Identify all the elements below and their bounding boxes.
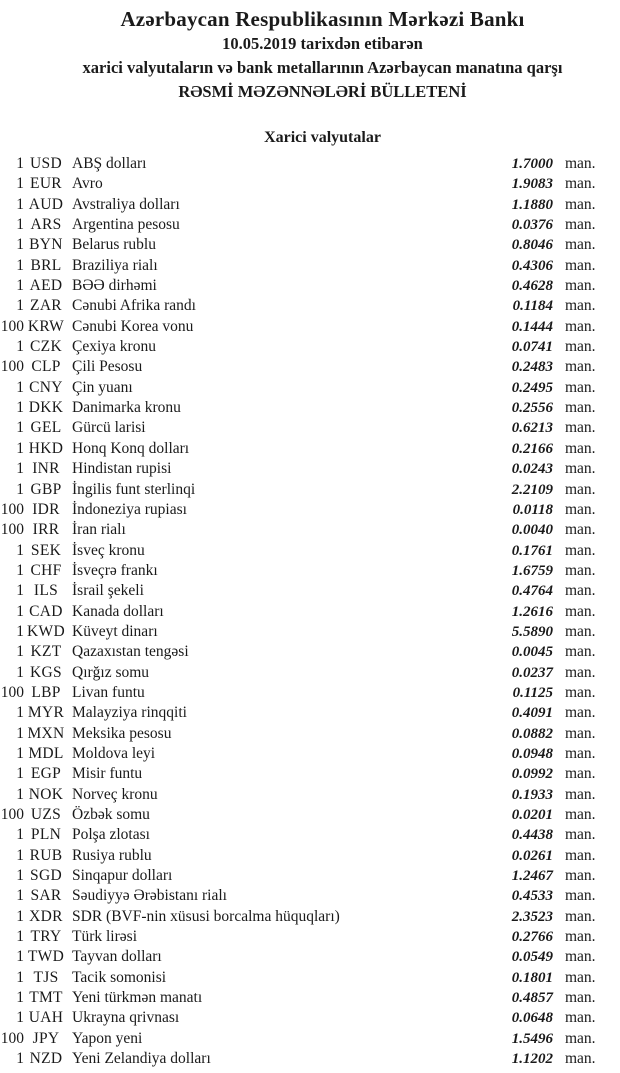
currency-rate: 1.7000 bbox=[511, 156, 553, 172]
currency-code: SAR bbox=[30, 887, 62, 905]
currency-unit: man. bbox=[565, 867, 596, 885]
currency-name: Honq Konq dolları bbox=[72, 439, 190, 457]
currency-unit: man. bbox=[565, 480, 596, 498]
currency-name: Belarus rublu bbox=[72, 236, 156, 254]
currency-rate: 0.0992 bbox=[511, 766, 553, 783]
currency-rate: 1.5496 bbox=[511, 1030, 553, 1047]
currency-rate: 0.1184 bbox=[512, 298, 553, 315]
currency-name: Tacik somonisi bbox=[72, 968, 167, 986]
currency-rate: 1.1880 bbox=[511, 196, 553, 213]
currency-row-brl bbox=[0, 256, 598, 276]
currency-row-idr bbox=[0, 500, 598, 520]
currency-row-cad bbox=[0, 602, 598, 622]
currency-code: NOK bbox=[28, 785, 64, 803]
currency-rate: 0.8046 bbox=[511, 237, 553, 254]
currency-unit: man. bbox=[565, 785, 596, 803]
currency-quantity: 100 bbox=[0, 521, 24, 539]
currency-unit: man. bbox=[565, 806, 596, 823]
currency-row-gbp bbox=[0, 480, 598, 500]
currency-unit: man. bbox=[565, 419, 596, 437]
currency-row-eur bbox=[0, 174, 598, 194]
currency-unit: man. bbox=[565, 338, 596, 356]
currency-row-czk bbox=[0, 337, 598, 357]
currency-code: ILS bbox=[33, 582, 59, 600]
currency-quantity: 100 bbox=[0, 806, 24, 823]
currency-quantity: 1 bbox=[16, 256, 24, 274]
currency-quantity: 100 bbox=[0, 683, 24, 701]
currency-unit: man. bbox=[565, 155, 596, 172]
currency-code: MXN bbox=[27, 724, 65, 742]
currency-rate: 0.0376 bbox=[511, 217, 553, 234]
currency-rate: 1.9083 bbox=[511, 176, 553, 193]
currency-unit: man. bbox=[565, 663, 596, 681]
currency-rate: 0.4306 bbox=[511, 257, 553, 274]
section-title-foreign-currencies: Xarici valyutalar bbox=[264, 129, 381, 146]
currency-name: Çili Pesosu bbox=[72, 358, 143, 376]
currency-name: İran rialı bbox=[72, 521, 126, 539]
currency-name: Braziliya rialı bbox=[72, 256, 158, 274]
currency-rate: 0.0648 bbox=[511, 1010, 553, 1027]
currency-name: İsrail şekeli bbox=[72, 582, 144, 600]
currency-name: Danimarka kronu bbox=[72, 399, 181, 417]
currency-name: Qazaxıstan tengəsi bbox=[72, 643, 189, 661]
currency-rate: 2.3523 bbox=[511, 908, 553, 925]
currency-quantity: 1 bbox=[16, 338, 24, 356]
currency-rate: 0.2495 bbox=[511, 379, 553, 396]
currency-unit: man. bbox=[565, 989, 596, 1007]
currency-name: Yeni türkmən manatı bbox=[72, 989, 203, 1007]
currency-name: Türk lirəsi bbox=[72, 928, 137, 946]
currency-row-mdl bbox=[0, 744, 598, 764]
currency-rate: 0.0549 bbox=[511, 949, 553, 966]
currency-unit: man. bbox=[565, 256, 596, 274]
currency-row-kzt bbox=[0, 642, 598, 662]
currency-name: SDR (BVF-nin xüsusi borcalma hüquqları) bbox=[72, 907, 340, 925]
currency-name: Moldova leyi bbox=[72, 744, 156, 762]
currency-name: Hindistan rupisi bbox=[72, 460, 172, 478]
currency-rate: 0.4628 bbox=[511, 278, 553, 295]
currency-code: AED bbox=[29, 277, 63, 295]
currency-quantity: 1 bbox=[16, 216, 24, 234]
currency-name: Meksika pesosu bbox=[72, 724, 172, 742]
currency-code: KZT bbox=[30, 643, 62, 661]
currency-rate: 0.0237 bbox=[511, 664, 553, 681]
currency-code: KGS bbox=[30, 663, 62, 681]
currency-name: Cənubi Korea vonu bbox=[72, 317, 194, 335]
currency-row-ils bbox=[0, 581, 598, 601]
currency-code: CLP bbox=[31, 358, 61, 376]
currency-unit: man. bbox=[565, 704, 596, 722]
currency-row-tmt bbox=[0, 988, 598, 1008]
currency-rate: 0.1125 bbox=[512, 684, 553, 701]
currency-row-sek bbox=[0, 541, 598, 561]
currency-rate: 0.0118 bbox=[512, 501, 553, 518]
currency-rate: 0.0045 bbox=[511, 644, 553, 661]
currency-row-krw bbox=[0, 317, 598, 337]
currency-name: İngilis funt sterlinqi bbox=[72, 480, 196, 498]
currency-rate: 0.4091 bbox=[511, 705, 553, 722]
currency-name: Çin yuanı bbox=[72, 378, 133, 396]
currency-quantity: 100 bbox=[0, 317, 24, 335]
currency-row-chf bbox=[0, 561, 598, 581]
currency-row-sgd bbox=[0, 866, 598, 886]
currency-row-mxn bbox=[0, 724, 598, 744]
currency-quantity: 1 bbox=[16, 378, 24, 396]
currency-unit: man. bbox=[565, 378, 596, 396]
currency-unit: man. bbox=[565, 826, 596, 844]
currency-quantity: 1 bbox=[16, 724, 24, 742]
currency-code: LBP bbox=[31, 683, 61, 701]
currency-quantity: 1 bbox=[16, 155, 24, 172]
currency-unit: man. bbox=[565, 1050, 596, 1068]
currency-rate: 0.1761 bbox=[511, 542, 553, 559]
currency-unit: man. bbox=[565, 1009, 596, 1027]
currency-row-kwd bbox=[0, 622, 598, 642]
currency-rate: 2.2109 bbox=[511, 481, 553, 498]
document-header bbox=[0, 0, 620, 104]
currency-quantity: 1 bbox=[16, 582, 24, 600]
currency-code: KRW bbox=[27, 317, 65, 335]
currency-row-uah bbox=[0, 1008, 598, 1028]
currency-rate: 0.0243 bbox=[511, 461, 553, 478]
currency-rate: 1.1202 bbox=[511, 1051, 553, 1068]
currency-name: ABŞ dolları bbox=[72, 155, 147, 172]
currency-row-hkd bbox=[0, 439, 598, 459]
currency-code: AUD bbox=[28, 195, 64, 213]
currency-name: Avstraliya dolları bbox=[72, 195, 180, 213]
currency-code: MYR bbox=[27, 704, 65, 722]
currency-code: XDR bbox=[29, 907, 63, 925]
currency-name: İndoneziya rupiası bbox=[72, 500, 187, 518]
currency-code: CHF bbox=[30, 561, 62, 579]
currency-quantity: 1 bbox=[16, 663, 24, 681]
currency-name: Norveç kronu bbox=[72, 785, 158, 803]
currency-rate: 0.4764 bbox=[511, 583, 553, 600]
currency-rate: 0.1444 bbox=[511, 318, 553, 335]
currency-code: TJS bbox=[33, 968, 59, 986]
currency-unit: man. bbox=[565, 643, 596, 661]
currency-code: NZD bbox=[29, 1050, 63, 1068]
currency-code: RUB bbox=[29, 846, 63, 864]
currency-rate: 0.0040 bbox=[511, 522, 553, 539]
currency-name: Gürcü larisi bbox=[72, 419, 146, 437]
currency-name: İsveç kronu bbox=[72, 541, 145, 559]
currency-row-nok bbox=[0, 785, 598, 805]
currency-code: TRY bbox=[30, 928, 62, 946]
currency-code: BYN bbox=[29, 236, 63, 254]
currency-name: Yeni Zelandiya dolları bbox=[72, 1050, 211, 1068]
currency-code: CAD bbox=[29, 602, 63, 620]
currency-unit: man. bbox=[565, 561, 596, 579]
currency-row-uzs bbox=[0, 805, 598, 825]
currency-code: SEK bbox=[30, 541, 62, 559]
currency-code: JPY bbox=[32, 1029, 60, 1047]
currency-quantity: 1 bbox=[16, 846, 24, 864]
currency-unit: man. bbox=[565, 399, 596, 417]
currency-quantity: 1 bbox=[16, 826, 24, 844]
currency-unit: man. bbox=[565, 907, 596, 925]
currency-row-nzd bbox=[0, 1049, 598, 1069]
currency-row-tjs bbox=[0, 968, 598, 988]
currency-row-try bbox=[0, 927, 598, 947]
currency-quantity: 1 bbox=[16, 907, 24, 925]
currency-quantity: 1 bbox=[16, 622, 24, 640]
currency-row-dkk bbox=[0, 398, 598, 418]
currency-code: SGD bbox=[30, 867, 62, 885]
currency-name: Rusiya rublu bbox=[72, 846, 152, 864]
currency-quantity: 1 bbox=[16, 399, 24, 417]
currency-quantity: 1 bbox=[16, 236, 24, 254]
currency-quantity: 1 bbox=[16, 175, 24, 193]
currency-rate: 0.2556 bbox=[511, 400, 553, 417]
currency-name: Yapon yeni bbox=[72, 1029, 143, 1047]
currency-code: ZAR bbox=[30, 297, 62, 315]
currency-rate: 0.1801 bbox=[511, 969, 553, 986]
currency-quantity: 1 bbox=[16, 1050, 24, 1068]
currency-unit: man. bbox=[565, 236, 596, 254]
currency-quantity: 1 bbox=[16, 195, 24, 213]
currency-unit: man. bbox=[565, 1029, 596, 1047]
currency-row-lbp bbox=[0, 683, 598, 703]
currency-row-kgs bbox=[0, 663, 598, 683]
bank-name-title: Azərbaycan Respublikasının Mərkəzi Bankı bbox=[120, 7, 525, 31]
currency-row-rub bbox=[0, 846, 598, 866]
currency-code: INR bbox=[32, 460, 60, 478]
currency-name: Livan funtu bbox=[72, 683, 145, 701]
currency-unit: man. bbox=[565, 928, 596, 946]
currency-row-irr bbox=[0, 520, 598, 540]
currency-unit: man. bbox=[565, 216, 596, 234]
currency-row-egp bbox=[0, 764, 598, 784]
currency-unit: man. bbox=[565, 683, 596, 701]
currency-code: UZS bbox=[30, 806, 62, 823]
currency-row-cny bbox=[0, 378, 598, 398]
currency-quantity: 1 bbox=[16, 704, 24, 722]
currency-quantity: 1 bbox=[16, 419, 24, 437]
currency-code: CNY bbox=[29, 378, 63, 396]
currency-quantity: 1 bbox=[16, 297, 24, 315]
currency-row-aed bbox=[0, 276, 598, 296]
currency-name: Polşa zlotası bbox=[72, 826, 150, 844]
currency-unit: man. bbox=[565, 948, 596, 966]
currency-row-ars bbox=[0, 215, 598, 235]
currency-rate: 0.0741 bbox=[511, 339, 553, 356]
currency-code: PLN bbox=[30, 826, 62, 844]
currency-row-zar bbox=[0, 296, 598, 316]
currency-row-xdr bbox=[0, 907, 598, 927]
currency-unit: man. bbox=[565, 968, 596, 986]
currency-rate: 1.2616 bbox=[511, 603, 553, 620]
currency-quantity: 1 bbox=[16, 928, 24, 946]
currency-unit: man. bbox=[565, 277, 596, 295]
currency-unit: man. bbox=[565, 175, 596, 193]
currency-unit: man. bbox=[565, 887, 596, 905]
currency-row-inr bbox=[0, 459, 598, 479]
currency-unit: man. bbox=[565, 521, 596, 539]
currency-rate: 1.2467 bbox=[511, 868, 553, 885]
currency-row-byn bbox=[0, 235, 598, 255]
currency-rate: 1.6759 bbox=[511, 562, 553, 579]
currency-name: Səudiyyə Ərəbistanı rialı bbox=[72, 887, 227, 905]
currency-rate: 0.4533 bbox=[511, 888, 553, 905]
currency-code: UAH bbox=[28, 1009, 64, 1027]
currency-code: TWD bbox=[27, 948, 65, 966]
currency-code: MDL bbox=[28, 744, 64, 762]
currency-quantity: 100 bbox=[0, 358, 24, 376]
currency-rate: 5.5890 bbox=[511, 623, 553, 640]
currency-quantity: 100 bbox=[0, 1029, 24, 1047]
currency-code: BRL bbox=[30, 256, 62, 274]
currency-quantity: 1 bbox=[16, 948, 24, 966]
currency-code: HKD bbox=[28, 439, 64, 457]
currency-rate: 0.6213 bbox=[511, 420, 553, 437]
currency-row-gel bbox=[0, 418, 598, 438]
currency-unit: man. bbox=[565, 541, 596, 559]
subject-line: xarici valyutaların və bank metallarının Azərbaycan manatına qarşı bbox=[82, 58, 563, 77]
currency-quantity: 1 bbox=[16, 439, 24, 457]
currency-unit: man. bbox=[565, 500, 596, 518]
currency-quantity: 1 bbox=[16, 968, 24, 986]
currency-code: ARS bbox=[30, 216, 62, 234]
currency-name: Kanada dolları bbox=[72, 602, 164, 620]
currency-name: Qırğız somu bbox=[72, 663, 150, 681]
currency-quantity: 1 bbox=[16, 460, 24, 478]
currency-rate: 0.0948 bbox=[511, 745, 553, 762]
currency-code: EGP bbox=[30, 765, 62, 783]
currency-rate: 0.0882 bbox=[511, 725, 553, 742]
currency-name: Tayvan dolları bbox=[72, 948, 162, 966]
currency-table bbox=[0, 154, 620, 1069]
currency-name: Küveyt dinarı bbox=[72, 622, 158, 640]
currency-quantity: 1 bbox=[16, 744, 24, 762]
currency-rate: 0.1933 bbox=[511, 786, 553, 803]
currency-rate: 0.0201 bbox=[511, 807, 553, 823]
currency-unit: man. bbox=[565, 297, 596, 315]
currency-unit: man. bbox=[565, 195, 596, 213]
currency-rate: 0.4857 bbox=[511, 990, 553, 1007]
currency-quantity: 1 bbox=[16, 561, 24, 579]
currency-name: Özbək somu bbox=[72, 806, 150, 823]
currency-unit: man. bbox=[565, 460, 596, 478]
currency-unit: man. bbox=[565, 582, 596, 600]
currency-row-twd bbox=[0, 947, 598, 967]
currency-quantity: 1 bbox=[16, 785, 24, 803]
currency-unit: man. bbox=[565, 765, 596, 783]
currency-unit: man. bbox=[565, 358, 596, 376]
currency-quantity: 1 bbox=[16, 887, 24, 905]
currency-rate: 0.4438 bbox=[511, 827, 553, 844]
currency-rate: 0.2766 bbox=[511, 929, 553, 946]
currency-rate: 0.0261 bbox=[511, 847, 553, 864]
currency-code: GEL bbox=[30, 419, 62, 437]
currency-quantity: 1 bbox=[16, 989, 24, 1007]
currency-row-myr bbox=[0, 703, 598, 723]
currency-code: DKK bbox=[28, 399, 64, 417]
currency-row-usd bbox=[0, 154, 598, 174]
currency-name: Avro bbox=[72, 175, 103, 193]
currency-code: TMT bbox=[29, 989, 63, 1007]
currency-unit: man. bbox=[565, 846, 596, 864]
currency-quantity: 1 bbox=[16, 1009, 24, 1027]
currency-name: Misir funtu bbox=[72, 765, 143, 783]
currency-code: USD bbox=[30, 155, 62, 172]
currency-name: İsveçrə frankı bbox=[72, 561, 158, 579]
currency-name: BƏƏ dirhəmi bbox=[72, 277, 157, 295]
currency-code: GBP bbox=[30, 480, 62, 498]
currency-name: Ukrayna qrivnası bbox=[72, 1009, 180, 1027]
currency-unit: man. bbox=[565, 744, 596, 762]
currency-code: IDR bbox=[32, 500, 60, 518]
currency-row-jpy bbox=[0, 1029, 598, 1049]
currency-quantity: 1 bbox=[16, 867, 24, 885]
currency-unit: man. bbox=[565, 439, 596, 457]
currency-code: KWD bbox=[27, 622, 65, 640]
currency-quantity: 1 bbox=[16, 277, 24, 295]
currency-quantity: 1 bbox=[16, 480, 24, 498]
currency-quantity: 1 bbox=[16, 765, 24, 783]
currency-rate: 0.2483 bbox=[511, 359, 553, 376]
currency-rate: 0.2166 bbox=[511, 440, 553, 457]
currency-unit: man. bbox=[565, 317, 596, 335]
currency-name: Çexiya kronu bbox=[72, 338, 156, 356]
currency-code: IRR bbox=[32, 521, 60, 539]
currency-row-aud bbox=[0, 195, 598, 215]
currency-row-sar bbox=[0, 886, 598, 906]
currency-quantity: 100 bbox=[0, 500, 24, 518]
bulletin-title: RƏSMİ MƏZƏNNƏLƏRİ BÜLLETENİ bbox=[178, 82, 467, 101]
currency-code: CZK bbox=[30, 338, 62, 356]
currency-quantity: 1 bbox=[16, 541, 24, 559]
currency-unit: man. bbox=[565, 622, 596, 640]
currency-code: EUR bbox=[30, 175, 62, 193]
currency-row-pln bbox=[0, 825, 598, 845]
currency-name: Sinqapur dolları bbox=[72, 867, 173, 885]
currency-name: Argentina pesosu bbox=[72, 216, 180, 234]
currency-quantity: 1 bbox=[16, 602, 24, 620]
currency-name: Malayziya rinqqiti bbox=[72, 704, 187, 722]
currency-row-clp bbox=[0, 357, 598, 377]
currency-quantity: 1 bbox=[16, 643, 24, 661]
currency-unit: man. bbox=[565, 602, 596, 620]
effective-date-line: 10.05.2019 tarixdən etibarən bbox=[222, 34, 423, 53]
currency-unit: man. bbox=[565, 724, 596, 742]
currency-name: Cənubi Afrika randı bbox=[72, 297, 196, 315]
